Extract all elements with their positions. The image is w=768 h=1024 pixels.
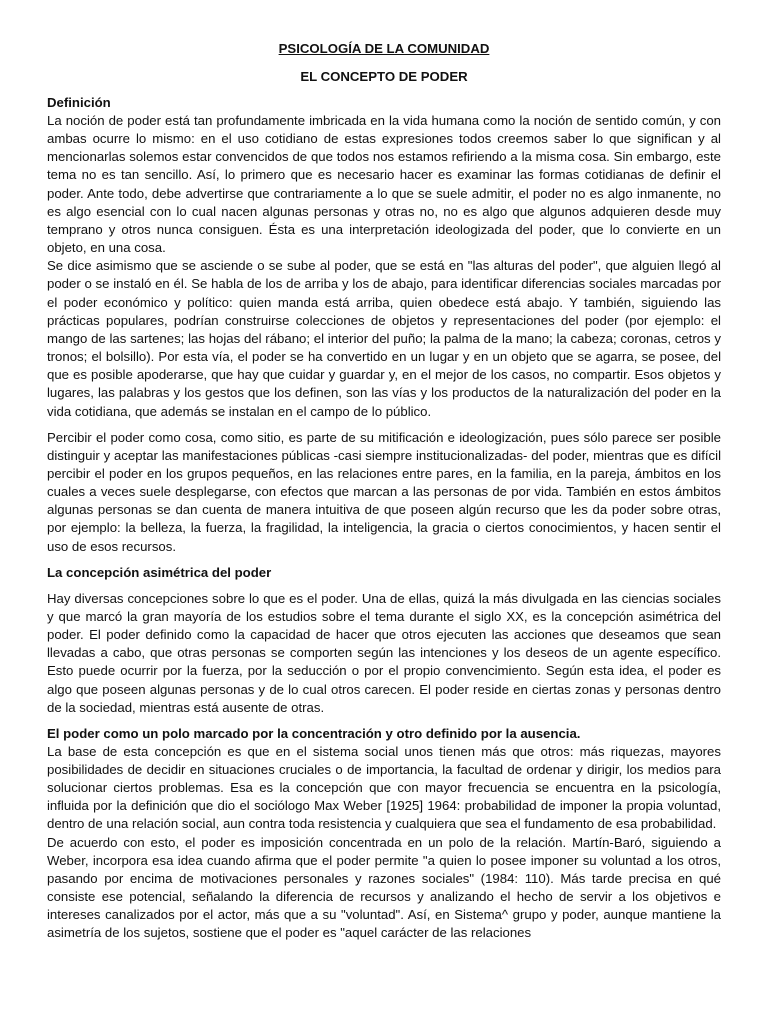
paragraph: Hay diversas concepciones sobre lo que es el poder. Una de ellas, quizá la más divulgada en las ciencias sociales y que marcó la gran mayoría de los estudios sobre el tema durante el siglo XX, es la concepción asimétrica del poder. El poder definido como la capacidad de hacer que otros ejecuten las acciones que deseamos que sean llevadas a cabo, que otras personas se comporten según las intenciones y los deseos de un agente específico. Esto puede ocurrir por la fuerza, por la seducción o por el propio convencimiento. Según esta idea, el poder es algo que poseen algunas personas y de lo cual otros carecen. El poder reside en ciertas zonas y personas dentro de la sociedad, mientras está ausente de otras. <box>47 590 721 715</box>
paragraph: La noción de poder está tan profundamente imbricada en la vida humana como la noción de sentido común, y con ambas ocurre lo mismo: en el uso cotidiano de estas expresiones todos creemos saber lo que significan y al mencionarlas solemos estar convencidos de que todos nos estamos refiriendo a la misma cosa. Sin embargo, este tema no es tan sencillo. Así, lo primero que es necesario hacer es examinar las formas cotidianas de definir el poder. Ante todo, debe advertirse que contrariamente a lo que se suele admitir, el poder no es algo inmanente, no es algo esencial con lo cual nacen algunas personas y otras no, no es algo que algunos adquieren desde muy temprano y otros nunca consiguen. Ésta es una interpretación ideologizada del poder, que lo convierte en un objeto, en una cosa. <box>47 113 721 256</box>
paragraph-gap <box>47 556 721 564</box>
document-subtitle: EL CONCEPTO DE PODER <box>300 69 468 84</box>
paragraph-gap <box>47 421 721 429</box>
section-heading-definicion: Definición <box>47 95 111 110</box>
paragraph: De acuerdo con esto, el poder es imposición concentrada en un polo de la relación. Martín-Baró, siguiendo a Weber, incorpora esa idea cuando afirma que el poder permite "a quien lo posee imponer su voluntad a los otros, pasando por encima de motivaciones personales y razones sociales" (1984: 110). Más tarde precisa en qué consiste ese potencial, señalando la diferencia de recursos y analizando el hecho de servir a los objetivos e intereses canalizados por el actor, más que a su "voluntad". Así, en Sistema^ grupo y poder, aunque mantiene la asimetría de los sujetos, sostiene que el poder es "aquel carácter de las relaciones <box>47 834 721 941</box>
paragraph-gap <box>47 717 721 725</box>
paragraph: La base de esta concepción es que en el sistema social unos tienen más que otros: más riquezas, mayores posibilidades de decidir en situaciones cruciales o de importancia, la facultad de ordenar y dirigir, los medios para solucionar ciertos problemas. Esa es la concepción que con mayor frecuencia se encuentra en la psicología, influida por la definición que dio el sociólogo Max Weber [1925] 1964: probabilidad de imponer la propia voluntad, dentro de una relación social, aun contra toda resistencia y cualquiera que sea el fundamento de esa probabilidad. <box>47 743 721 832</box>
paragraph-gap <box>47 582 721 590</box>
paragraph: Percibir el poder como cosa, como sitio, es parte de su mitificación e ideologización, pues sólo parece ser posible distinguir y aceptar las manifestaciones públicas -casi siempre institucionalizadas- del poder, mientras que es difícil percibir el poder en los grupos pequeños, en las relaciones entre pares, en la familia, en la pareja, ámbitos en los cuales a veces suele desplegarse, con efectos que marcan a las personas de por vida. También en estos ámbitos algunas personas se dan cuenta de manera intuitiva de que poseen algún recurso que les da poder sobre otras, por ejemplo: la belleza, la fuerza, la fragilidad, la inteligencia, la gracia o ciertos conocimientos, y hacen sentir el uso de esos recursos. <box>47 429 721 554</box>
section-heading-concepcion-asimetrica: La concepción asimétrica del poder <box>47 564 272 580</box>
paragraph: Se dice asimismo que se asciende o se sube al poder, que se está en "las alturas del poder", que alguien llegó al poder o se instaló en él. Se habla de los de arriba y los de abajo, para identificar diferencias sociales marcadas por el poder económico y político: quien manda está arriba, quien obedece está abajo. Y también, siguiendo las prácticas populares, podrían construirse colecciones de objetos y representaciones del poder (por ejemplo: el mango de las sartenes; las hojas del rábano; el interior del puño; la palma de la mano; la cabeza; coronas, cetros y tronos; el bolsillo). Por esta vía, el poder se ha convertido en un lugar y en un objeto que se agarra, se posee, del que es posible apoderarse, que hay que cuidar y guardar y, en el mejor de los casos, no compartir. Esos objetos y lugares, las palabras y los gestos que los definen, son las vías y los productos de la naturalización del poder en la vida cotidiana, que además se instalan en el campo de lo público. <box>47 258 721 419</box>
section-heading-polo: El poder como un polo marcado por la concentración y otro definido por la ausencia. <box>47 725 581 741</box>
document-title: PSICOLOGÍA DE LA COMUNIDAD <box>278 41 490 56</box>
document-page <box>47 40 721 943</box>
